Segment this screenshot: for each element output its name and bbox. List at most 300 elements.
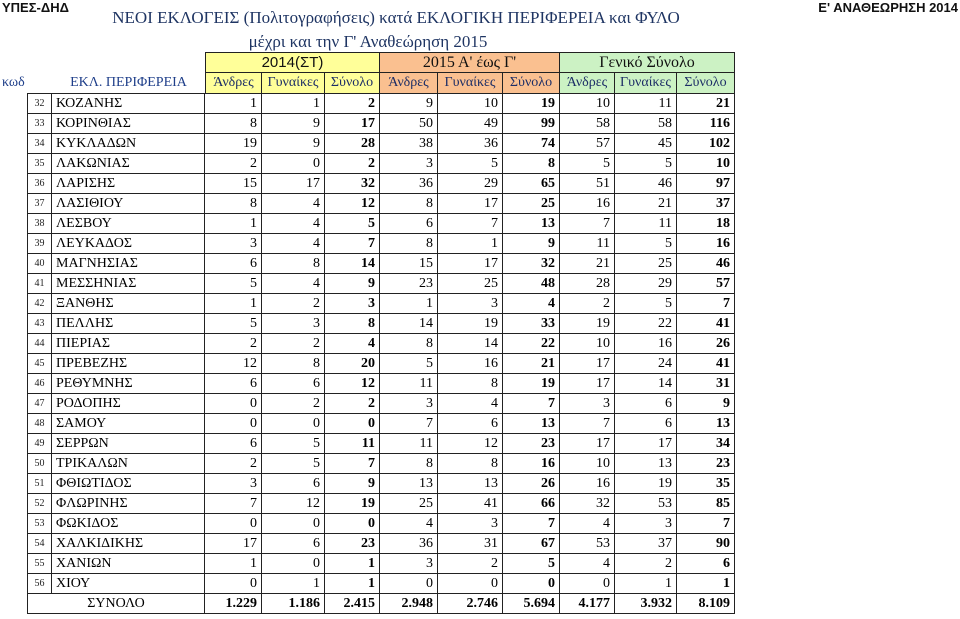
- cell-2014-women: 17: [262, 174, 325, 194]
- cell-2014-men: 17: [205, 534, 262, 554]
- cell-2014-women: 4: [262, 194, 325, 214]
- cell-2015-women: 7: [438, 214, 503, 234]
- cell-2014-women: 0: [262, 554, 325, 574]
- cell-2015-men: 25: [380, 494, 438, 514]
- cell-2014-women: 5: [262, 454, 325, 474]
- cell-2015-sum: 25: [503, 194, 560, 214]
- cell-2015-men: 38: [380, 134, 438, 154]
- column-header-code: [2, 73, 52, 94]
- cell-overall-men: 3: [560, 394, 615, 414]
- cell-2014-women: 0: [262, 514, 325, 534]
- cell-overall-men: 10: [560, 94, 615, 114]
- cell-2015-sum: 8: [503, 154, 560, 174]
- cell-2015-women: 25: [438, 274, 503, 294]
- cell-2015-sum: 4: [503, 294, 560, 314]
- cell-overall-women: 6: [615, 394, 677, 414]
- cell-2015-sum: 67: [503, 534, 560, 554]
- cell-2015-sum: 0: [503, 574, 560, 594]
- cell-code: 37: [27, 194, 52, 214]
- cell-2015-men: 6: [380, 214, 438, 234]
- cell-overall-men: 58: [560, 114, 615, 134]
- table-row: [27, 94, 735, 114]
- table-row: [27, 274, 735, 294]
- cell-overall-women: 46: [615, 174, 677, 194]
- cell-overall-women: 5: [615, 294, 677, 314]
- cell-code: 49: [27, 434, 52, 454]
- cell-2014-women: 8: [262, 354, 325, 374]
- cell-2014-women: 4: [262, 234, 325, 254]
- cell-overall-women: 19: [615, 474, 677, 494]
- cell-2014-men: 8: [205, 194, 262, 214]
- cell-code: 42: [27, 294, 52, 314]
- cell-2014-sum: 9: [325, 274, 380, 294]
- cell-overall-sum: 18: [677, 214, 735, 234]
- cell-overall-men: 7: [560, 414, 615, 434]
- cell-2014-sum: 1: [325, 554, 380, 574]
- cell-region: ΜΑΓΝΗΣΙΑΣ: [52, 254, 205, 274]
- cell-2014-women: 0: [262, 154, 325, 174]
- cell-2014-men: 6: [205, 434, 262, 454]
- table-row: [27, 474, 735, 494]
- table-row: [27, 574, 735, 594]
- total-2014-sum: 2.415: [325, 594, 380, 614]
- cell-overall-sum: 7: [677, 294, 735, 314]
- cell-2015-men: 8: [380, 454, 438, 474]
- table-row: [27, 514, 735, 534]
- cell-overall-sum: 9: [677, 394, 735, 414]
- cell-2014-sum: 2: [325, 154, 380, 174]
- cell-overall-men: 17: [560, 434, 615, 454]
- cell-overall-women: 22: [615, 314, 677, 334]
- cell-2014-women: 5: [262, 434, 325, 454]
- cell-overall-men: 21: [560, 254, 615, 274]
- total-overall-men: 4.177: [560, 594, 615, 614]
- cell-overall-women: 11: [615, 94, 677, 114]
- cell-2015-sum: 23: [503, 434, 560, 454]
- cell-overall-men: 7: [560, 214, 615, 234]
- cell-overall-sum: 57: [677, 274, 735, 294]
- cell-2014-women: 0: [262, 414, 325, 434]
- cell-2014-sum: 0: [325, 514, 380, 534]
- cell-2014-sum: 3: [325, 294, 380, 314]
- cell-overall-sum: 26: [677, 334, 735, 354]
- column-header-overall-women: Γυναίκες: [615, 73, 677, 94]
- table-row: [27, 394, 735, 414]
- cell-2014-women: 6: [262, 374, 325, 394]
- cell-2015-sum: 19: [503, 94, 560, 114]
- cell-region: ΧΙΟΥ: [52, 574, 205, 594]
- cell-2015-men: 8: [380, 234, 438, 254]
- cell-overall-women: 45: [615, 134, 677, 154]
- cell-2014-men: 1: [205, 214, 262, 234]
- cell-code: 56: [27, 574, 52, 594]
- cell-overall-women: 24: [615, 354, 677, 374]
- total-2014-women: 1.186: [262, 594, 325, 614]
- cell-overall-men: 19: [560, 314, 615, 334]
- cell-overall-sum: 13: [677, 414, 735, 434]
- cell-2014-sum: 2: [325, 394, 380, 414]
- page-title: ΝΕΟΙ ΕΚΛΟΓΕΙΣ (Πολιτογραφήσεις) κατά ΕΚΛΟΓΙΚΗ ΠΕΡΙΦΕΡΕΙΑ και ΦΥΛΟ: [112, 8, 680, 27]
- cell-2015-men: 50: [380, 114, 438, 134]
- cell-2014-women: 1: [262, 94, 325, 114]
- cell-2014-sum: 5: [325, 214, 380, 234]
- total-label: ΣΥΝΟΛΟ: [27, 594, 205, 614]
- cell-2015-women: 8: [438, 454, 503, 474]
- group-header-2014: 2014(ΣΤ): [205, 52, 380, 73]
- cell-2015-men: 15: [380, 254, 438, 274]
- cell-overall-women: 21: [615, 194, 677, 214]
- cell-overall-men: 51: [560, 174, 615, 194]
- table-row: [27, 134, 735, 154]
- cell-2015-women: 19: [438, 314, 503, 334]
- cell-2015-women: 6: [438, 414, 503, 434]
- table-row: [27, 174, 735, 194]
- cell-2015-sum: 5: [503, 554, 560, 574]
- cell-2015-sum: 13: [503, 414, 560, 434]
- cell-overall-women: 37: [615, 534, 677, 554]
- cell-overall-sum: 34: [677, 434, 735, 454]
- header-spacer: [27, 52, 205, 73]
- cell-overall-sum: 102: [677, 134, 735, 154]
- cell-2015-men: 8: [380, 194, 438, 214]
- cell-2015-men: 13: [380, 474, 438, 494]
- table-row: [27, 554, 735, 574]
- cell-2015-sum: 7: [503, 514, 560, 534]
- cell-code: 33: [27, 114, 52, 134]
- cell-2015-men: 4: [380, 514, 438, 534]
- cell-2014-men: 5: [205, 314, 262, 334]
- cell-2015-women: 8: [438, 374, 503, 394]
- cell-overall-women: 2: [615, 554, 677, 574]
- cell-2014-men: 15: [205, 174, 262, 194]
- cell-2015-women: 3: [438, 514, 503, 534]
- cell-2015-men: 36: [380, 174, 438, 194]
- cell-code: 35: [27, 154, 52, 174]
- cell-overall-men: 28: [560, 274, 615, 294]
- cell-overall-sum: 10: [677, 154, 735, 174]
- cell-2014-sum: 2: [325, 94, 380, 114]
- cell-region: ΛΑΣΙΘΙΟΥ: [52, 194, 205, 214]
- cell-2014-women: 12: [262, 494, 325, 514]
- cell-overall-sum: 23: [677, 454, 735, 474]
- cell-2015-women: 17: [438, 194, 503, 214]
- cell-2014-sum: 7: [325, 234, 380, 254]
- cell-2014-women: 2: [262, 294, 325, 314]
- cell-region: ΛΕΥΚΑΔΟΣ: [52, 234, 205, 254]
- cell-2015-women: 16: [438, 354, 503, 374]
- cell-code: 48: [27, 414, 52, 434]
- cell-2015-women: 14: [438, 334, 503, 354]
- column-header-row: [2, 73, 735, 94]
- cell-overall-women: 5: [615, 234, 677, 254]
- cell-code: 54: [27, 534, 52, 554]
- cell-2015-men: 11: [380, 374, 438, 394]
- cell-2015-women: 29: [438, 174, 503, 194]
- cell-2014-women: 4: [262, 274, 325, 294]
- cell-overall-sum: 7: [677, 514, 735, 534]
- cell-overall-men: 16: [560, 474, 615, 494]
- cell-overall-men: 17: [560, 374, 615, 394]
- total-overall-sum: 8.109: [677, 594, 735, 614]
- cell-code: 46: [27, 374, 52, 394]
- cell-2015-sum: 48: [503, 274, 560, 294]
- cell-2015-women: 31: [438, 534, 503, 554]
- cell-2015-sum: 65: [503, 174, 560, 194]
- cell-2014-sum: 17: [325, 114, 380, 134]
- cell-2014-men: 3: [205, 474, 262, 494]
- cell-code: 34: [27, 134, 52, 154]
- total-2015-women: 2.746: [438, 594, 503, 614]
- cell-2014-women: 2: [262, 334, 325, 354]
- total-2015-men: 2.948: [380, 594, 438, 614]
- table-row: [27, 434, 735, 454]
- table-row: [27, 314, 735, 334]
- cell-overall-sum: 116: [677, 114, 735, 134]
- cell-region: ΡΕΘΥΜΝΗΣ: [52, 374, 205, 394]
- cell-2014-men: 5: [205, 274, 262, 294]
- cell-2014-sum: 14: [325, 254, 380, 274]
- cell-overall-men: 4: [560, 514, 615, 534]
- cell-region: ΠΡΕΒΕΖΗΣ: [52, 354, 205, 374]
- cell-overall-men: 10: [560, 334, 615, 354]
- total-2015-sum: 5.694: [503, 594, 560, 614]
- cell-overall-sum: 31: [677, 374, 735, 394]
- cell-2014-men: 2: [205, 334, 262, 354]
- cell-region: ΦΛΩΡΙΝΗΣ: [52, 494, 205, 514]
- table-row: [27, 414, 735, 434]
- column-header-2015-women: Γυναίκες: [438, 73, 503, 94]
- table-row: [27, 234, 735, 254]
- column-header-region: ΕΚΛ. ΠΕΡΙΦΕΡΕΙΑ: [52, 73, 205, 94]
- cell-overall-men: 10: [560, 454, 615, 474]
- cell-2014-women: 2: [262, 394, 325, 414]
- cell-overall-women: 11: [615, 214, 677, 234]
- cell-code: 39: [27, 234, 52, 254]
- cell-2014-sum: 12: [325, 374, 380, 394]
- cell-code: 38: [27, 214, 52, 234]
- cell-overall-women: 17: [615, 434, 677, 454]
- column-header-overall-men: Άνδρες: [560, 73, 615, 94]
- cell-2014-sum: 32: [325, 174, 380, 194]
- cell-region: ΠΙΕΡΙΑΣ: [52, 334, 205, 354]
- cell-overall-sum: 41: [677, 314, 735, 334]
- cell-2015-sum: 9: [503, 234, 560, 254]
- cell-overall-men: 4: [560, 554, 615, 574]
- column-header-code-label: κωδ: [2, 75, 25, 90]
- cell-2014-men: 0: [205, 574, 262, 594]
- cell-2015-sum: 66: [503, 494, 560, 514]
- cell-overall-sum: 97: [677, 174, 735, 194]
- cell-2014-women: 9: [262, 134, 325, 154]
- cell-2015-sum: 16: [503, 454, 560, 474]
- cell-region: ΧΑΝΙΩΝ: [52, 554, 205, 574]
- cell-region: ΡΟΔΟΠΗΣ: [52, 394, 205, 414]
- cell-2015-women: 13: [438, 474, 503, 494]
- cell-2015-sum: 7: [503, 394, 560, 414]
- table-row: [27, 114, 735, 134]
- cell-2014-men: 6: [205, 374, 262, 394]
- cell-overall-sum: 85: [677, 494, 735, 514]
- cell-overall-men: 57: [560, 134, 615, 154]
- cell-overall-sum: 1: [677, 574, 735, 594]
- cell-2014-sum: 28: [325, 134, 380, 154]
- cell-code: 55: [27, 554, 52, 574]
- cell-2014-women: 3: [262, 314, 325, 334]
- cell-2014-men: 1: [205, 94, 262, 114]
- cell-2014-women: 4: [262, 214, 325, 234]
- cell-code: 36: [27, 174, 52, 194]
- cell-2014-sum: 9: [325, 474, 380, 494]
- cell-2014-sum: 20: [325, 354, 380, 374]
- cell-2014-sum: 19: [325, 494, 380, 514]
- cell-2015-women: 0: [438, 574, 503, 594]
- cell-2014-sum: 1: [325, 574, 380, 594]
- cell-2015-sum: 33: [503, 314, 560, 334]
- cell-2014-women: 6: [262, 474, 325, 494]
- cell-overall-women: 16: [615, 334, 677, 354]
- cell-2015-men: 5: [380, 354, 438, 374]
- table-row: [27, 454, 735, 474]
- cell-overall-women: 1: [615, 574, 677, 594]
- revision-label: Ε' ΑΝΑΘΕΩΡΗΣΗ 2014: [818, 0, 958, 15]
- group-header-2015: 2015 Α' έως Γ': [380, 52, 560, 73]
- cell-overall-women: 3: [615, 514, 677, 534]
- cell-region: ΧΑΛΚΙΔΙΚΗΣ: [52, 534, 205, 554]
- cell-overall-men: 17: [560, 354, 615, 374]
- cell-2015-men: 36: [380, 534, 438, 554]
- column-header-2014-women: Γυναίκες: [262, 73, 325, 94]
- cell-2015-men: 11: [380, 434, 438, 454]
- data-table: [2, 52, 735, 614]
- cell-region: ΚΟΡΙΝΘΙΑΣ: [52, 114, 205, 134]
- cell-2014-men: 19: [205, 134, 262, 154]
- cell-overall-sum: 35: [677, 474, 735, 494]
- cell-2015-women: 17: [438, 254, 503, 274]
- cell-2014-men: 7: [205, 494, 262, 514]
- group-header-overall: Γενικό Σύνολο: [560, 52, 735, 73]
- group-header-row: [27, 52, 735, 73]
- cell-2014-sum: 23: [325, 534, 380, 554]
- cell-overall-men: 11: [560, 234, 615, 254]
- cell-2015-women: 1: [438, 234, 503, 254]
- cell-region: ΛΕΣΒΟΥ: [52, 214, 205, 234]
- table-row: [27, 354, 735, 374]
- cell-2015-women: 5: [438, 154, 503, 174]
- cell-region: ΤΡΙΚΑΛΩΝ: [52, 454, 205, 474]
- cell-region: ΛΑΡΙΣΗΣ: [52, 174, 205, 194]
- column-header-2015-men: Άνδρες: [380, 73, 438, 94]
- cell-2014-men: 0: [205, 514, 262, 534]
- cell-2015-men: 8: [380, 334, 438, 354]
- cell-region: ΣΑΜΟΥ: [52, 414, 205, 434]
- cell-code: 32: [27, 94, 52, 114]
- cell-2015-women: 49: [438, 114, 503, 134]
- column-header-2014-sum: Σύνολο: [325, 73, 380, 94]
- cell-overall-women: 13: [615, 454, 677, 474]
- cell-2015-women: 4: [438, 394, 503, 414]
- cell-overall-sum: 21: [677, 94, 735, 114]
- cell-region: ΚΟΖΑΝΗΣ: [52, 94, 205, 114]
- total-row: [27, 594, 735, 614]
- cell-2015-men: 3: [380, 154, 438, 174]
- cell-overall-women: 58: [615, 114, 677, 134]
- cell-overall-women: 25: [615, 254, 677, 274]
- cell-2014-women: 8: [262, 254, 325, 274]
- cell-2015-women: 36: [438, 134, 503, 154]
- cell-2014-men: 0: [205, 414, 262, 434]
- organization-label: ΥΠΕΣ-ΔΗΔ: [2, 0, 69, 15]
- cell-2015-sum: 99: [503, 114, 560, 134]
- table-row: [27, 254, 735, 274]
- cell-2014-sum: 11: [325, 434, 380, 454]
- cell-2014-men: 3: [205, 234, 262, 254]
- cell-2015-women: 10: [438, 94, 503, 114]
- cell-region: ΛΑΚΩΝΙΑΣ: [52, 154, 205, 174]
- cell-2014-sum: 12: [325, 194, 380, 214]
- column-header-2014-men: Άνδρες: [205, 73, 262, 94]
- cell-2015-men: 1: [380, 294, 438, 314]
- cell-2015-sum: 19: [503, 374, 560, 394]
- cell-overall-men: 32: [560, 494, 615, 514]
- cell-2015-sum: 21: [503, 354, 560, 374]
- cell-overall-men: 5: [560, 154, 615, 174]
- cell-2015-men: 9: [380, 94, 438, 114]
- cell-2015-sum: 32: [503, 254, 560, 274]
- cell-code: 40: [27, 254, 52, 274]
- cell-2014-sum: 0: [325, 414, 380, 434]
- cell-2015-women: 3: [438, 294, 503, 314]
- cell-overall-men: 2: [560, 294, 615, 314]
- cell-2014-men: 1: [205, 294, 262, 314]
- total-2014-men: 1.229: [205, 594, 262, 614]
- cell-overall-women: 14: [615, 374, 677, 394]
- cell-2015-women: 2: [438, 554, 503, 574]
- cell-region: ΠΕΛΛΗΣ: [52, 314, 205, 334]
- cell-overall-women: 5: [615, 154, 677, 174]
- cell-2015-men: 3: [380, 394, 438, 414]
- cell-2014-men: 8: [205, 114, 262, 134]
- cell-overall-sum: 46: [677, 254, 735, 274]
- cell-overall-sum: 90: [677, 534, 735, 554]
- cell-overall-women: 53: [615, 494, 677, 514]
- cell-2014-men: 0: [205, 394, 262, 414]
- cell-code: 51: [27, 474, 52, 494]
- cell-region: ΦΩΚΙΔΟΣ: [52, 514, 205, 534]
- table-row: [27, 534, 735, 554]
- cell-2014-men: 6: [205, 254, 262, 274]
- cell-2014-women: 6: [262, 534, 325, 554]
- cell-2014-women: 9: [262, 114, 325, 134]
- cell-region: ΣΕΡΡΩΝ: [52, 434, 205, 454]
- cell-2014-women: 1: [262, 574, 325, 594]
- cell-2015-men: 7: [380, 414, 438, 434]
- cell-overall-sum: 41: [677, 354, 735, 374]
- cell-overall-women: 29: [615, 274, 677, 294]
- table-row: [27, 194, 735, 214]
- table-row: [27, 214, 735, 234]
- cell-2015-women: 41: [438, 494, 503, 514]
- cell-overall-men: 16: [560, 194, 615, 214]
- cell-code: 52: [27, 494, 52, 514]
- cell-2015-men: 14: [380, 314, 438, 334]
- table-row: [27, 154, 735, 174]
- column-header-2015-sum: Σύνολο: [503, 73, 560, 94]
- cell-2014-sum: 4: [325, 334, 380, 354]
- cell-code: 53: [27, 514, 52, 534]
- cell-2015-women: 12: [438, 434, 503, 454]
- cell-2015-sum: 13: [503, 214, 560, 234]
- cell-region: ΜΕΣΣΗΝΙΑΣ: [52, 274, 205, 294]
